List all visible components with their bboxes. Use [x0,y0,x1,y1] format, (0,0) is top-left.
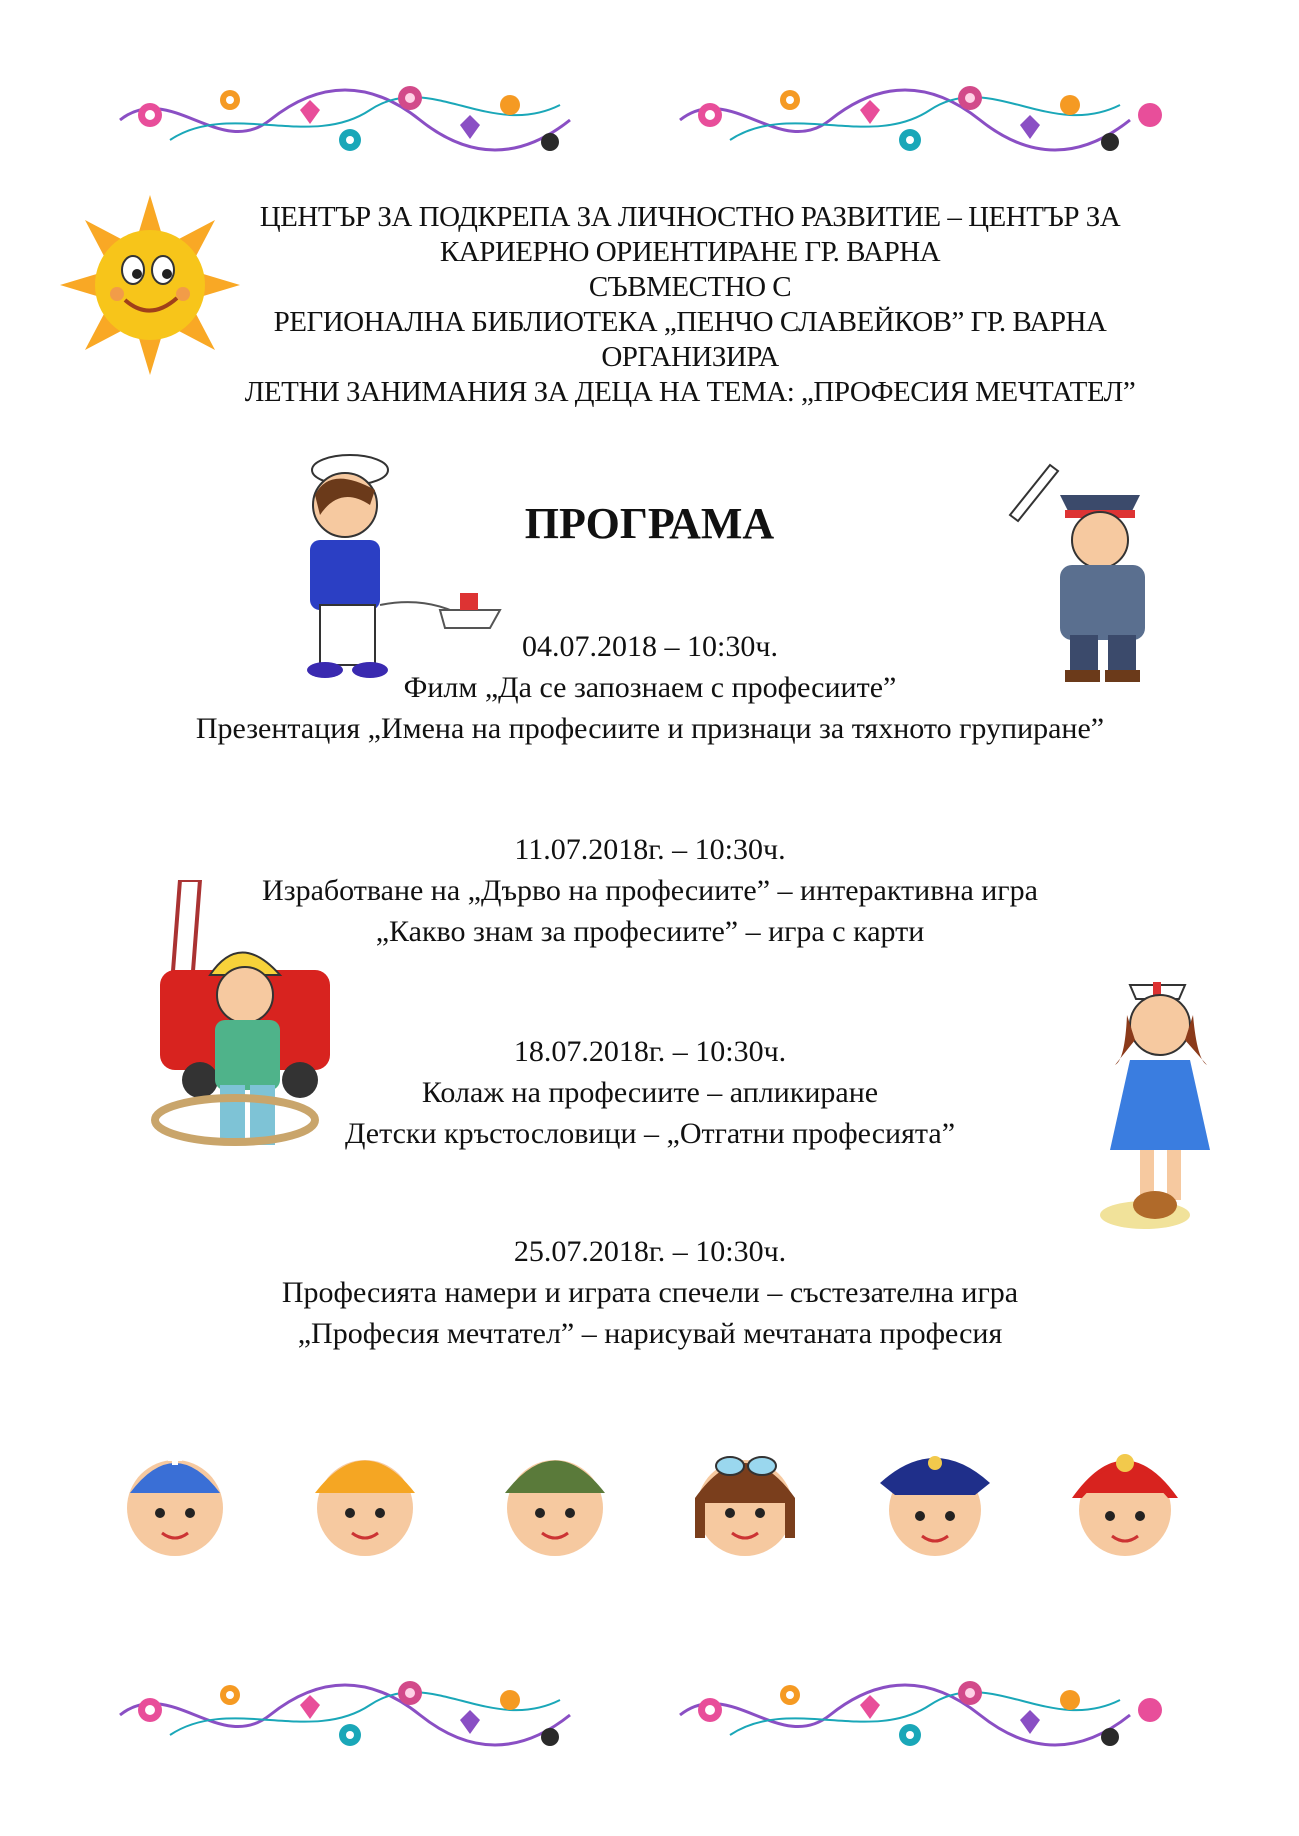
header-line: ЦЕНТЪР ЗА ПОДКРЕПА ЗА ЛИЧНОСТНО РАЗВИТИЕ – ЦЕНТЪР ЗА [259,201,1121,233]
soldier-face-icon [505,1460,605,1556]
event-line: „Какво знам за професиите” – игра с карти [375,915,925,948]
header-line: ЛЕТНИ ЗАНИМАНИЯ ЗА ДЕЦА НА ТЕМА: „ПРОФЕСИЯ МЕЧТАТЕЛ” [244,376,1136,408]
event-line: „Професия мечтател” – нарисувай мечтаната професия [297,1317,1003,1350]
floral-border-bottom-icon [110,1665,1240,1765]
event-date: 11.07.2018г. – 10:30ч. [514,833,786,866]
nurse-child-icon [1085,970,1240,1235]
event-line: Изработване на „Дърво на професиите” – интерактивна игра [262,874,1038,907]
builder-face-icon [315,1460,415,1556]
event-line: Колаж на професиите – апликиране [421,1076,879,1109]
doctor-face-icon [127,1452,223,1556]
event-line: Филм „Да се запознаем с професиите” [403,671,897,704]
professions-faces-row [120,1428,1220,1568]
event-date: 04.07.2018 – 10:30ч. [522,630,778,663]
program-title: ПРОГРАМА [524,499,775,548]
event-date: 18.07.2018г. – 10:30ч. [513,1035,787,1068]
header-line: ОРГАНИЗИРА [601,341,779,373]
floral-border-top-icon [110,70,1240,170]
event-block [150,1231,1150,1354]
event-block [150,626,1150,749]
event-date: 25.07.2018г. – 10:30ч. [513,1235,787,1268]
header-line: РЕГИОНАЛНА БИБЛИОТЕКА „ПЕНЧО СЛАВЕЙКОВ” ГР. ВАРНА [273,306,1107,338]
fireman-face-icon [1072,1454,1178,1556]
event-line: Презентация „Имена на професиите и признаци за тяхното групиране” [195,712,1105,745]
event-line: Детски кръстословици – „Отгатни професията” [344,1117,956,1150]
header-line: КАРИЕРНО ОРИЕНТИРАНЕ ГР. ВАРНА [439,236,941,268]
pilot-face-icon [695,1457,795,1556]
event-line: Професията намери и играта спечели – състезателна игра [281,1276,1019,1309]
police-face-icon [880,1456,990,1556]
firefighter-child-icon [140,880,340,1160]
organizer-header [200,200,1180,410]
header-line: СЪВМЕСТНО С [588,271,792,303]
